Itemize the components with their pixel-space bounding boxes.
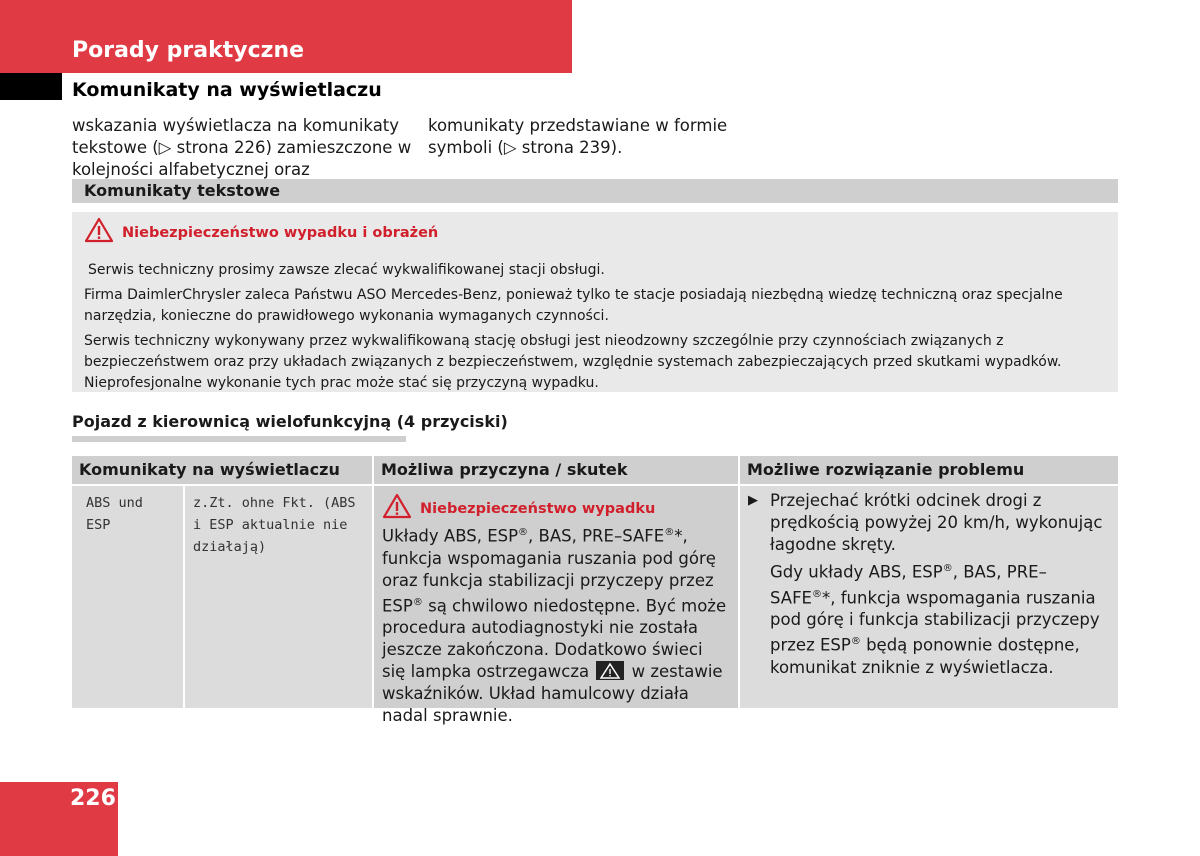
subsection-underline <box>72 436 406 442</box>
cause-cell <box>374 486 738 725</box>
intro-text-col2: komunikaty przedstawiane w formie symboli (▷ strona 239). <box>428 116 728 157</box>
message-full: z.Zt. ohne Fkt. (ABS i ESP aktualnie nie działają) <box>193 495 356 555</box>
warning-lamp-icon <box>596 661 624 680</box>
cause-warning-title: Niebezpieczeństwo wypadku <box>420 501 656 517</box>
warning-triangle-icon <box>84 217 114 250</box>
subsection-title: Pojazd z kierownicą wielofunkcyjną (4 przyciski) <box>72 412 508 431</box>
table-header-solution: Możliwe rozwiązanie problemu <box>740 456 1118 484</box>
warning-title: Niebezpieczeństwo wypadku i obrażeń <box>122 224 439 241</box>
solution-step <box>748 490 1106 679</box>
cause-text: Układy ABS, ESP®, BAS, PRE–SAFE®*, funkcja wspomagania ruszania pod górę oraz funkcja stabilizacji przyczepy przez ESP® są chwilowo niedostępne. Być może procedura autodiagnostyki nie została jeszcze zakończona. Dodatkowo świeci się lampka ostrzegawcza w zestawie wskaźników. Układ hamulcowy działa nadal sprawnie. <box>382 526 727 725</box>
message-short-cell <box>72 486 183 708</box>
section-marker <box>0 73 62 100</box>
text-messages-header: Komunikaty tekstowe <box>72 179 1118 203</box>
solution-followup-text: Gdy układy ABS, ESP®, BAS, PRE–SAFE®*, funkcja wspomagania ruszania pod górę i funkcja stabilizacji przyczepy przez ESP® będą ponownie dostępne, komunikat zniknie z wyświetlacza. <box>770 562 1100 677</box>
cause-warning-header <box>382 496 730 522</box>
warning-paragraph: Firma DaimlerChrysler zaleca Państwu ASO Mercedes-Benz, ponieważ tylko te stacje posiadają niezbędną wiedzę techniczną oraz specjalne narzędzia, konieczne do prawidłowego wykonania wymaganych czynności. <box>84 287 1063 324</box>
solution-bullet-text: Przejechać krótki odcinek drogi z prędkością powyżej 20 km/h, wykonując łagodne skręty. <box>770 491 1103 554</box>
message-full-cell <box>185 486 372 708</box>
page-number: 226 <box>70 786 116 811</box>
chapter-title: Porady praktyczne <box>72 38 305 63</box>
warning-paragraph: Serwis techniczny prosimy zawsze zlecać wykwalifikowanej stacji obsługi. <box>88 262 605 278</box>
table-header-message: Komunikaty na wyświetlaczu <box>72 456 372 484</box>
triangle-bullet-icon: ▶ <box>748 493 758 508</box>
section-title: Komunikaty na wyświetlaczu <box>72 79 382 101</box>
warning-triangle-icon <box>382 493 412 526</box>
solution-cell <box>740 486 1118 708</box>
warning-box <box>72 212 1118 392</box>
warning-paragraph: Serwis techniczny wykonywany przez wykwalifikowaną stację obsługi jest nieodzowny szczególnie przy czynnościach związanych z bezpieczeństwem oraz przy układach związanych z bezpieczeństwem, względnie systemach zabezpieczających przed skutkami wypadków. Nieprofesjonalne wykonanie tych prac może stać się przyczyną wypadku. <box>84 333 1062 391</box>
table-header-cause: Możliwa przyczyna / skutek <box>374 456 738 484</box>
warning-header <box>84 220 1106 246</box>
message-short: ABS und ESP <box>86 495 143 533</box>
intro-text-col1: wskazania wyświetlacza na komunikaty tekstowe (▷ strona 226) zamieszczone w kolejności alfabetycznej oraz <box>72 116 412 179</box>
